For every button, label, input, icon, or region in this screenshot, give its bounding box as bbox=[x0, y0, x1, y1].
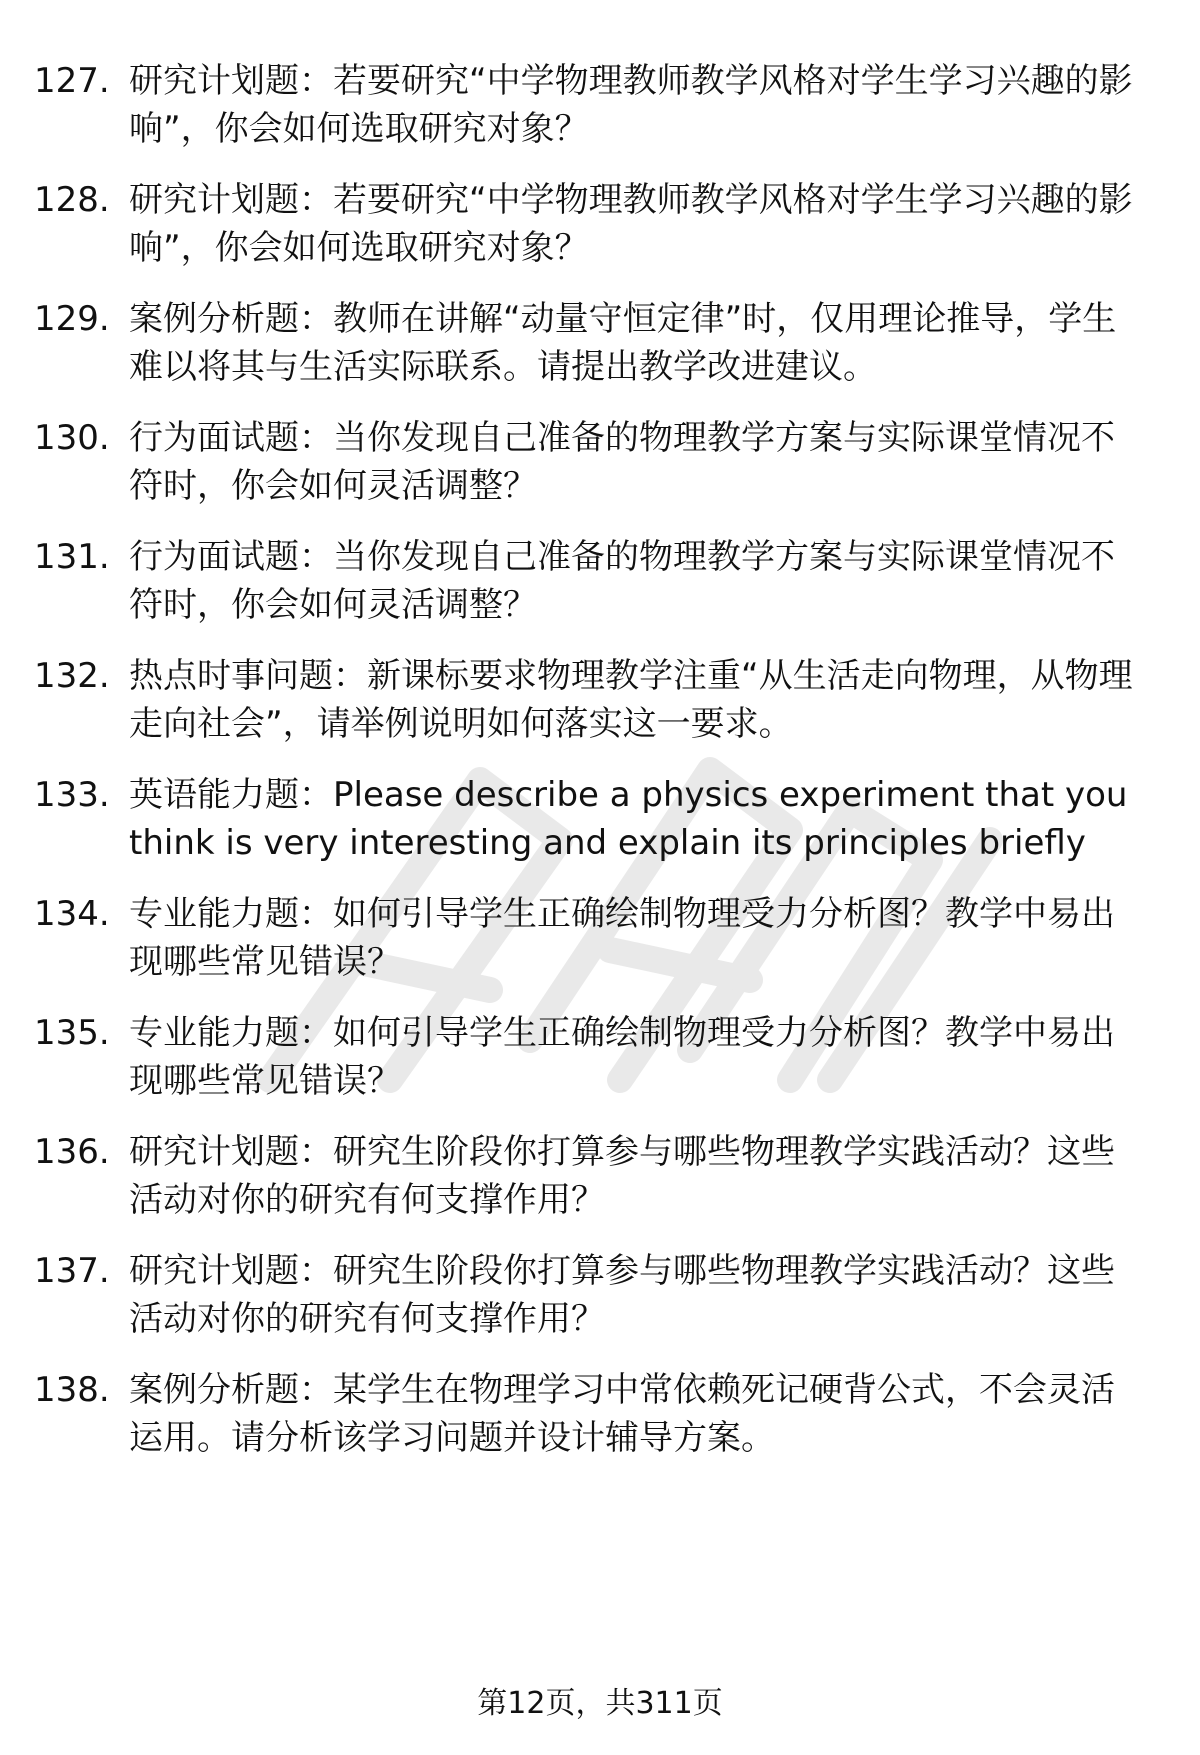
question-item bbox=[34, 533, 1144, 643]
question-item bbox=[34, 414, 1144, 524]
question-number: 134. bbox=[34, 894, 110, 934]
question-text: 行为面试题：当你发现自己准备的物理教学方案与实际课堂情况不符时，你会如何灵活调整？ bbox=[129, 537, 1115, 625]
question-text: 案例分析题：教师在讲解“动量守恒定律”时，仅用理论推导，学生难以将其与生活实际联系。请提出教学改进建议。 bbox=[129, 299, 1117, 387]
page-footer bbox=[0, 1684, 1200, 1724]
question-text: 研究计划题：若要研究“中学物理教师教学风格对学生学习兴趣的影响”，你会如何选取研究对象？ bbox=[129, 61, 1133, 149]
question-text: 研究计划题：研究生阶段你打算参与哪些物理教学实践活动？这些活动对你的研究有何支撑作用？ bbox=[129, 1251, 1115, 1339]
question-number: 129. bbox=[34, 299, 110, 339]
page-number: 第12页，共311页 bbox=[477, 1686, 723, 1721]
question-number: 136. bbox=[34, 1132, 110, 1172]
question-number: 135. bbox=[34, 1013, 110, 1053]
question-number: 127. bbox=[34, 61, 110, 101]
question-text: 英语能力题：Please describe a physics experiment that you think is very interesting and explain its principles briefly bbox=[129, 775, 1128, 863]
question-item bbox=[34, 771, 1144, 881]
question-text: 研究计划题：若要研究“中学物理教师教学风格对学生学习兴趣的影响”，你会如何选取研究对象？ bbox=[129, 180, 1133, 268]
question-item bbox=[34, 1009, 1144, 1119]
question-item bbox=[34, 176, 1144, 286]
question-item bbox=[34, 1366, 1144, 1476]
question-item bbox=[34, 295, 1144, 405]
question-text: 行为面试题：当你发现自己准备的物理教学方案与实际课堂情况不符时，你会如何灵活调整？ bbox=[129, 418, 1115, 506]
question-number: 137. bbox=[34, 1251, 110, 1291]
question-number: 138. bbox=[34, 1370, 110, 1410]
question-text: 专业能力题：如何引导学生正确绘制物理受力分析图？教学中易出现哪些常见错误？ bbox=[129, 894, 1115, 982]
question-text: 热点时事问题：新课标要求物理教学注重“从生活走向物理，从物理走向社会”，请举例说明如何落实这一要求。 bbox=[129, 656, 1133, 744]
question-item bbox=[34, 652, 1144, 762]
question-number: 132. bbox=[34, 656, 110, 696]
question-text: 研究计划题：研究生阶段你打算参与哪些物理教学实践活动？这些活动对你的研究有何支撑作用？ bbox=[129, 1132, 1115, 1220]
question-item bbox=[34, 57, 1144, 167]
question-number: 131. bbox=[34, 537, 110, 577]
question-item bbox=[34, 890, 1144, 1000]
question-text: 专业能力题：如何引导学生正确绘制物理受力分析图？教学中易出现哪些常见错误？ bbox=[129, 1013, 1115, 1101]
question-item bbox=[34, 1247, 1144, 1357]
question-number: 130. bbox=[34, 418, 110, 458]
question-item bbox=[34, 1128, 1144, 1238]
question-number: 128. bbox=[34, 180, 110, 220]
question-text: 案例分析题：某学生在物理学习中常依赖死记硬背公式，不会灵活运用。请分析该学习问题并设计辅导方案。 bbox=[129, 1370, 1115, 1458]
question-number: 133. bbox=[34, 775, 110, 815]
